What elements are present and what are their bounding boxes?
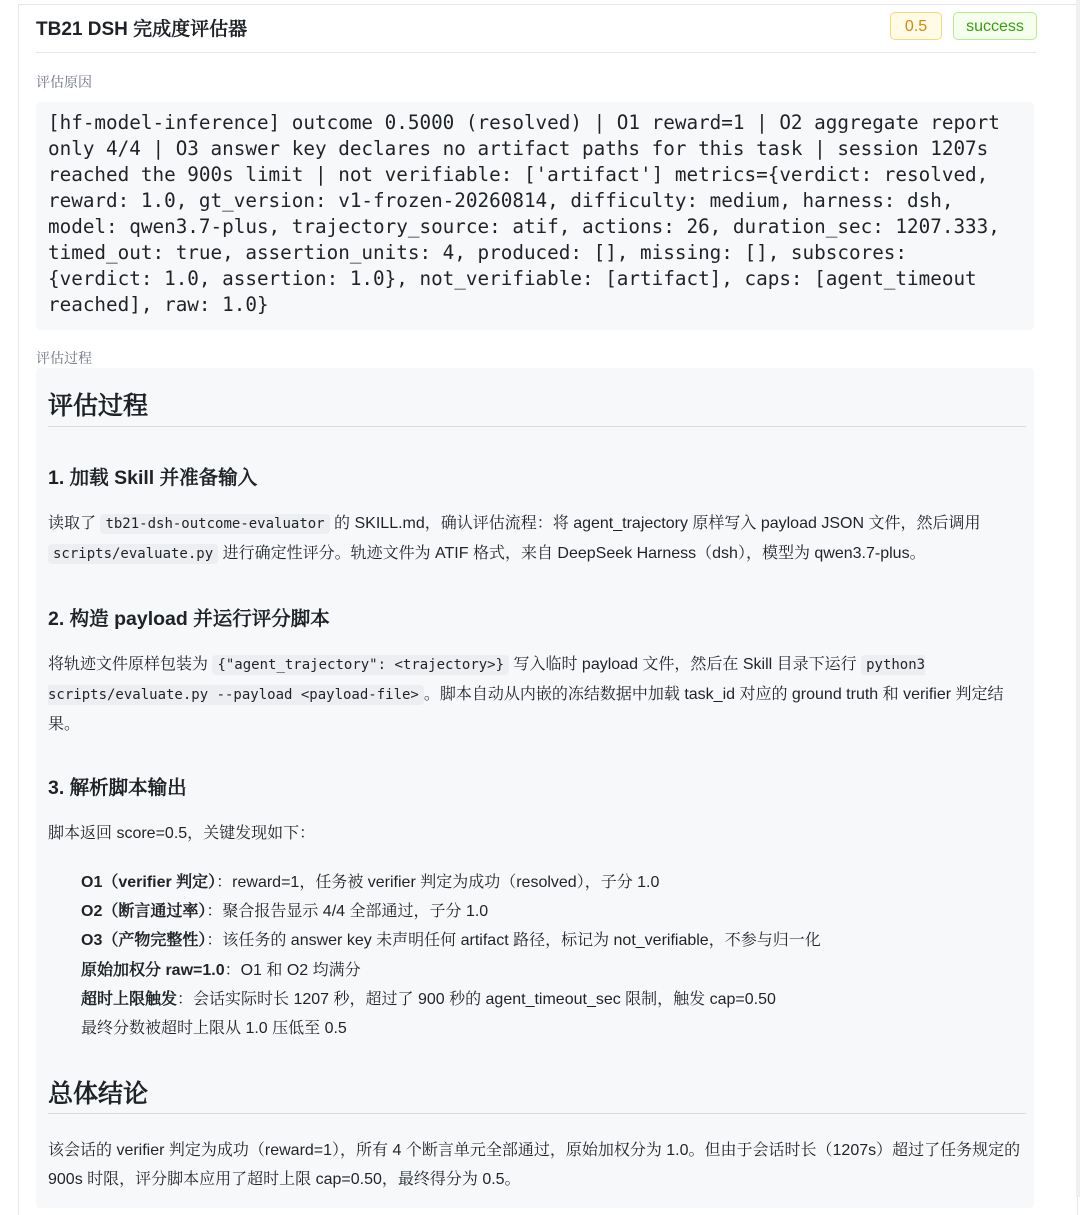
payload-format-code: {"agent_trajectory": <trajectory>} <box>212 655 509 675</box>
script-path-code: scripts/evaluate.py <box>48 544 218 564</box>
step2-heading: 2. 构造 payload 并运行评分脚本 <box>48 608 330 630</box>
finding-label: 原始加权分 raw=1.0 <box>81 961 225 979</box>
process-label: 评估过程 <box>36 350 92 366</box>
status-badge: success <box>953 12 1037 40</box>
reason-box <box>36 102 1034 330</box>
reason-label: 评估原因 <box>36 74 92 90</box>
finding-item <box>81 926 1021 955</box>
finding-item <box>81 985 1021 1014</box>
step1-text-b: 的 SKILL.md，确认评估流程：将 agent_trajectory 原样写入 payload JSON 文件，然后调用 <box>329 515 981 532</box>
finding-label: O1（verifier 判定） <box>81 874 217 891</box>
conclusion-text: 该会话的 verifier 判定为成功（reward=1），所有 4 个断言单元全部通过，原始加权分为 1.0。但由于会话时长（1207s）超过了任务规定的 900s 时限，评分脚本应用了超时上限 cap=0.50，最终得分为 0.5。 <box>48 1142 1021 1188</box>
step1-text-a: 读取了 <box>48 515 101 532</box>
findings-list <box>81 868 1021 1043</box>
finding-label: O3（产物完整性） <box>81 932 207 950</box>
finding-text: ：聚合报告显示 4/4 全部通过，子分 1.0 <box>206 903 489 921</box>
step1-paragraph <box>48 509 1028 569</box>
finding-text: ：O1 和 O2 均满分 <box>224 961 361 979</box>
step3-heading: 3. 解析脚本输出 <box>48 777 187 799</box>
card-title: TB21 DSH 完成度评估器 <box>36 19 248 40</box>
finding-item <box>81 956 1021 985</box>
run-command-code: python3 scripts/evaluate.py --payload <payload-file> <box>48 657 926 703</box>
card-header <box>36 8 1036 53</box>
conclusion-divider <box>48 1113 1026 1114</box>
finding-text: 最终分数被超时上限从 1.0 压低至 0.5 <box>81 1020 347 1038</box>
step1-heading: 1. 加载 Skill 并准备输入 <box>48 467 258 489</box>
finding-text: ：该任务的 answer key 未声明任何 artifact 路径，标记为 not_verifiable，不参与归一化 <box>206 932 821 950</box>
finding-item <box>81 868 1021 897</box>
heading-divider <box>48 426 1026 427</box>
process-content <box>36 368 1034 1208</box>
finding-text: ：reward=1，任务被 verifier 判定为成功（resolved），子分 1.0 <box>216 874 660 891</box>
finding-text: ：会话实际时长 1207 秒，超过了 900 秒的 agent_timeout_sec 限制，触发 cap=0.50 <box>177 990 776 1008</box>
finding-item <box>81 897 1021 926</box>
conclusion-heading: 总体结论 <box>48 1080 149 1108</box>
step2-text-c: 。脚本自动从内嵌的冻结数据中加载 task_id 对应的 ground truth 和 verifier 判定结果。 <box>48 686 1004 733</box>
process-heading: 评估过程 <box>48 392 149 420</box>
step3-intro: 脚本返回 score=0.5，关键发现如下： <box>48 825 316 842</box>
finding-item <box>81 1014 1021 1043</box>
reason-text: [hf-model-inference] outcome 0.5000 (resolved) | O1 reward=1 | O2 aggregate report only 4/4 | O3 answer key declares no artifact paths for this task | session 1207s reached the 900s limit | not verifiable: ['artifact'] metrics={verdict: resolved, reward: 1.0, gt_version: v1-frozen-20260814, difficulty: medium, harness: dsh, model: qwen3.7-plus, trajectory_source: atif, actions: 26, duration_sec: 1207.333, timed_out: true, assertion_units: 4, produced: [], missing: [], subscores: {verdict: 1.0, assertion: 1.0}, not_verifiable: [artifact], caps: [agent_timeout reached], raw: 1.0} <box>48 111 1012 316</box>
skill-name-code: tb21-dsh-outcome-evaluator <box>100 514 329 534</box>
scrollbar[interactable] <box>1076 0 1080 1197</box>
step2-paragraph <box>48 650 1028 739</box>
step2-text-a: 将轨迹文件原样包装为 <box>48 656 213 673</box>
score-badge: 0.5 <box>890 12 942 40</box>
finding-label: 超时上限触发 <box>81 990 178 1008</box>
finding-label: O2（断言通过率） <box>81 903 207 921</box>
step1-text-c: 进行确定性评分。轨迹文件为 ATIF 格式，来自 DeepSeek Harness（dsh），模型为 qwen3.7-plus。 <box>218 545 926 562</box>
step2-text-b: 写入临时 payload 文件，然后在 Skill 目录下运行 <box>509 656 862 673</box>
